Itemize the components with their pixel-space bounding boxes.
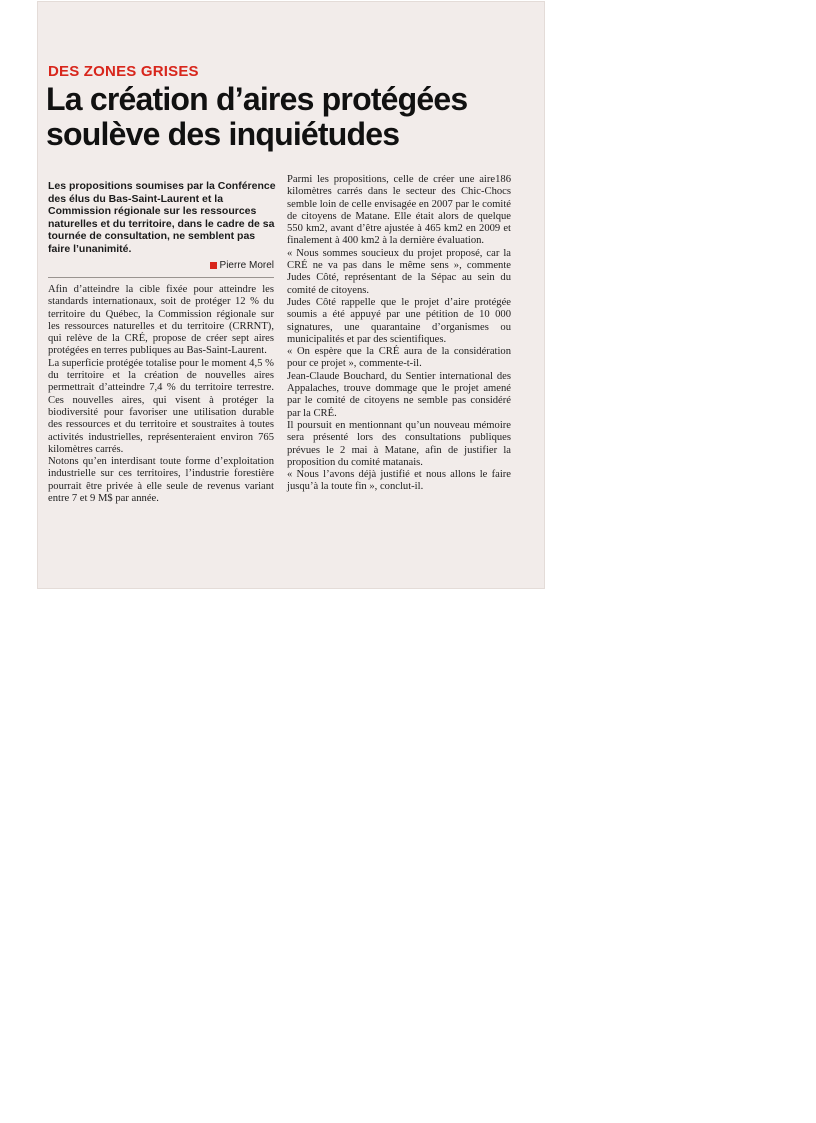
paragraph: La superficie protégée totalise pour le moment 4,5 % du territoire et la création de nouvelles aires permettrait d’atteindre 7,4 % du territoire terrestre. Ces nouvelles aires, qui visent à protéger la biodiversité pour favoriser une utilisation durable des ressources et du territoire et soustraites à toutes activités industrielles, représenteraient environ 765 kilomètres carrés. xyxy=(48,357,274,455)
paragraph: Afin d’atteindre la cible fixée pour atteindre les standards internationaux, soit de protéger 12 % du territoire du Québec, la Commission régionale sur les ressources naturelles et du territoire (CRRNT), qui relève de la CRÉ, propose de créer sept aires protégées en terres publiques au Bas-Saint-Laurent. xyxy=(48,284,274,357)
paragraph: Jean-Claude Bouchard, du Sentier international des Appalaches, trouve dommage que le projet amené par le comité de citoyens ne semble pas considéré par la CRÉ. xyxy=(287,370,511,419)
paragraph: « Nous l’avons déjà justifié et nous allons le faire jusqu’à la toute fin », conclut-il. xyxy=(287,469,511,493)
paragraph: « On espère que la CRÉ aura de la considération pour ce projet », commente-t-il. xyxy=(287,346,511,370)
right-column xyxy=(287,174,511,494)
article-lede: Les propositions soumises par la Conférence des élus du Bas-Saint-Laurent et la Commission régionale sur les ressources naturelles et du territoire, dans le cadre de sa tournée de consultation, ne semblent pas faire l’unanimité. xyxy=(48,180,276,255)
paragraph: Il poursuit en mentionnant qu’un nouveau mémoire sera présenté lors des consultations publiques prévues le 2 mai à Matane, afin de justifier la proposition du comité matanais. xyxy=(287,419,511,468)
paragraph: Judes Côté rappelle que le projet d’aire protégée soumis a été appuyé par une pétition de 10 000 signatures, une quarantaine d’organismes ou municipalités et par des scientifiques. xyxy=(287,296,511,345)
author-name: Pierre Morel xyxy=(219,260,274,271)
section-kicker: DES ZONES GRISES xyxy=(48,63,199,80)
paragraph: Notons qu’en interdisant toute forme d’exploitation industrielle sur ces territoires, l’industrie forestière pourrait être privée à elle seule de revenus variant entre 7 et 9 M$ par année. xyxy=(48,456,274,505)
byline xyxy=(210,260,274,271)
left-column xyxy=(48,284,274,505)
article-headline: La création d’aires protégées soulève des inquiétudes xyxy=(46,81,468,152)
newspaper-clipping xyxy=(38,2,544,588)
paragraph: « Nous sommes soucieux du projet proposé, car la CRÉ ne va pas dans le même sens », commente Judes Côté, représentant de la Sépac au sein du comité de citoyens. xyxy=(287,247,511,296)
divider xyxy=(48,277,274,278)
paragraph: Parmi les propositions, celle de créer une aire186 kilomètres carrés dans le secteur des Chic-Chocs semble loin de celle envisagée en 2007 par le comité de citoyens de Matane. Elle était alors de quelque 550 km2, avant d’être ajustée à 465 km2 en 2009 et finalement à 400 km2 à la dernière évaluation. xyxy=(287,174,511,247)
byline-marker-icon xyxy=(210,262,217,269)
